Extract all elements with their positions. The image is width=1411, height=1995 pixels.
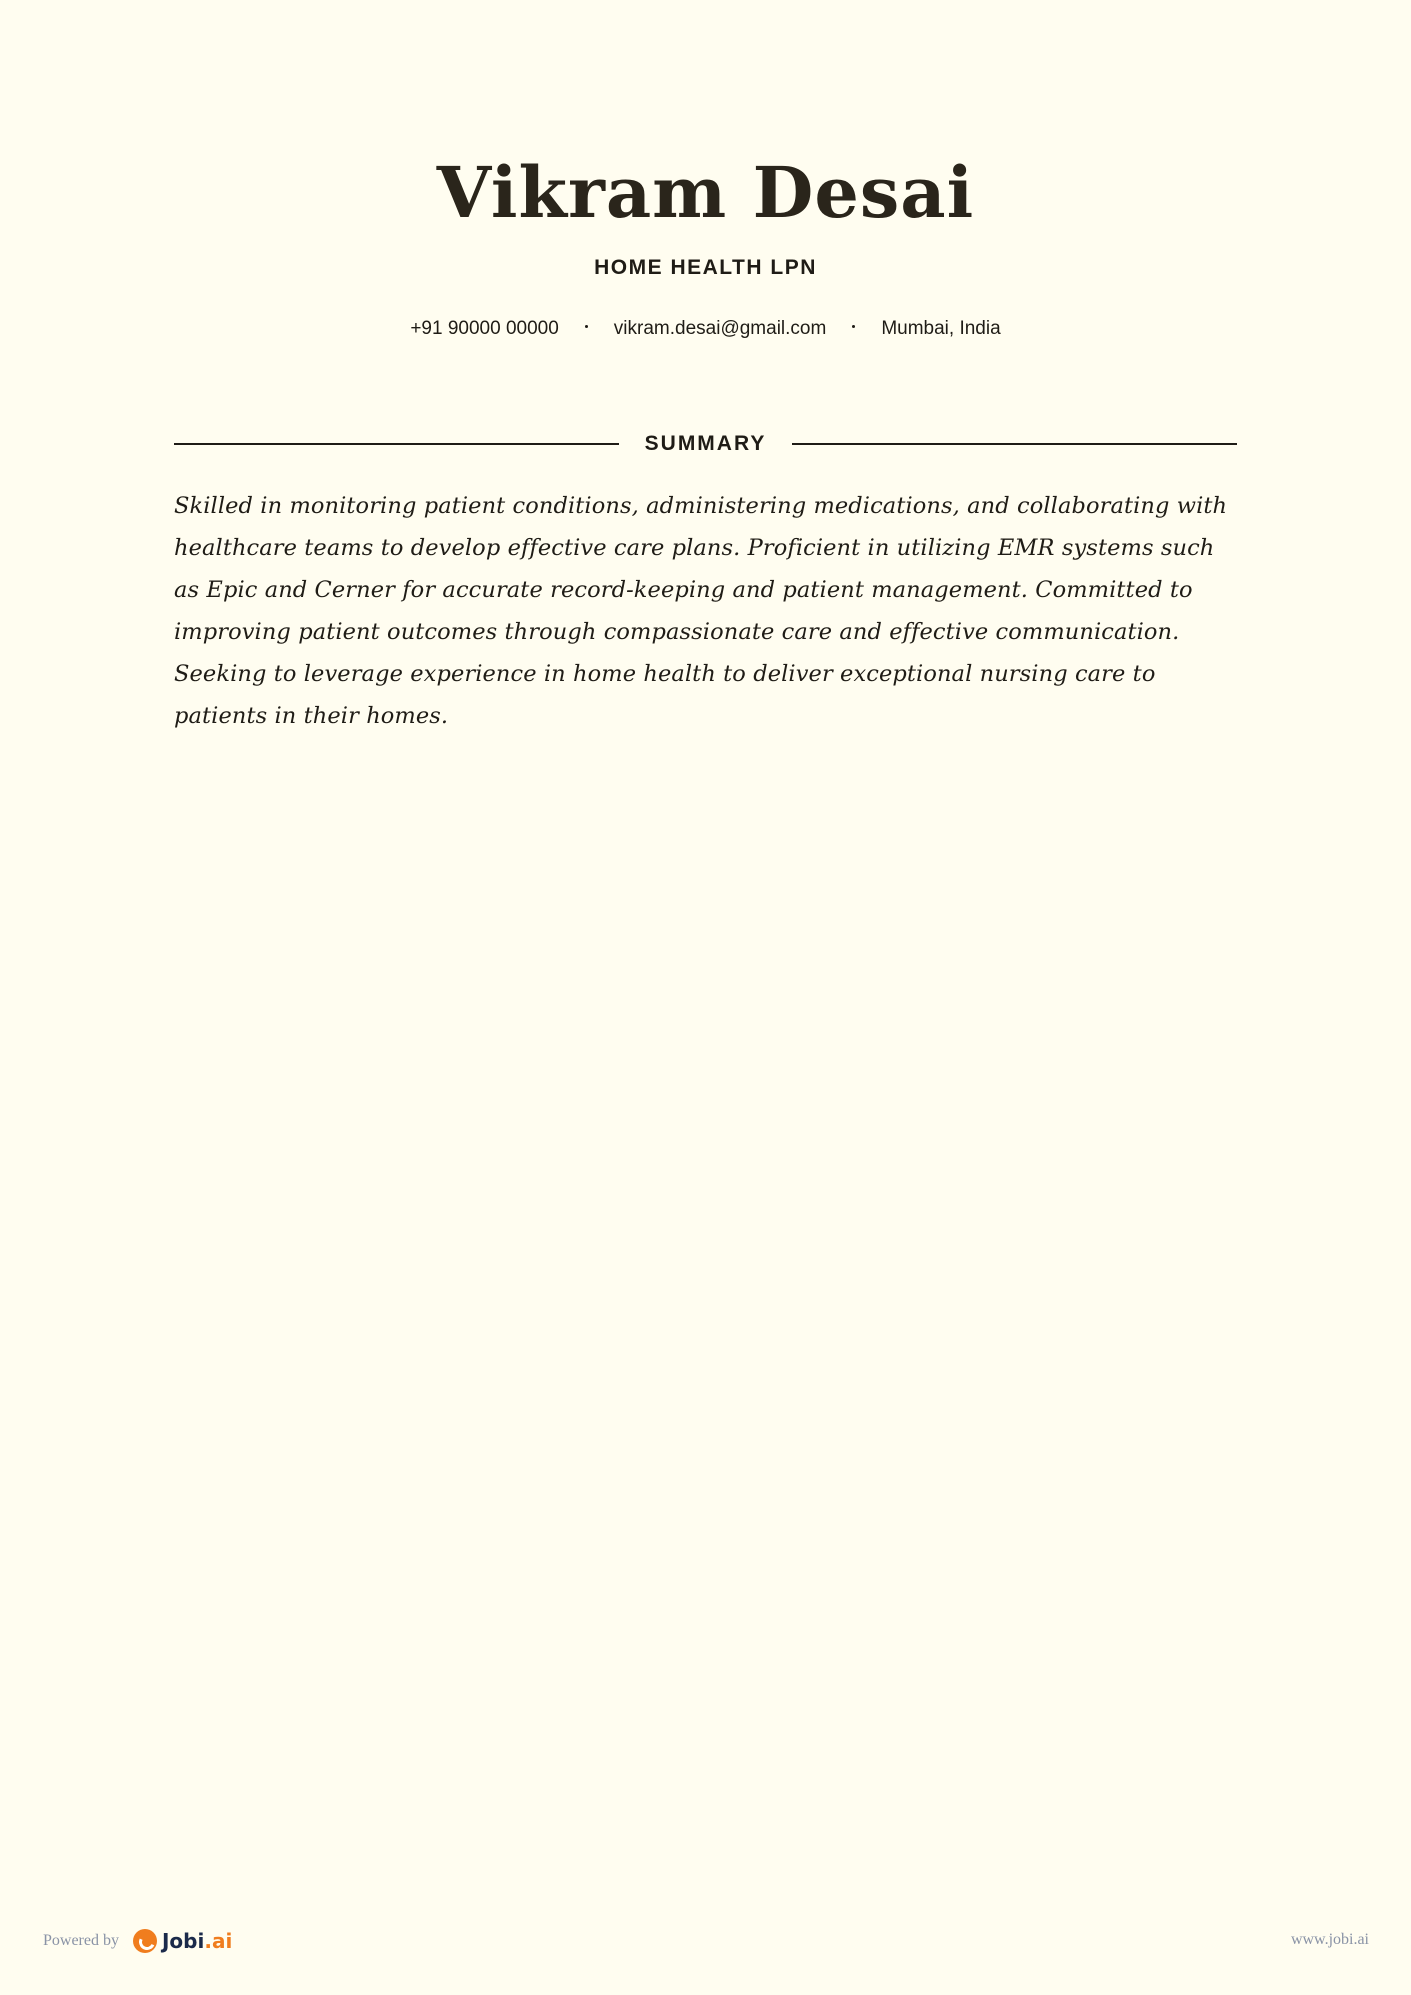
contact-location: Mumbai, India xyxy=(881,318,1001,339)
contact-separator-dot xyxy=(852,325,855,328)
job-title: HOME HEALTH LPN xyxy=(594,256,817,279)
footer-branding xyxy=(43,1929,232,1953)
summary-heading-label: SUMMARY xyxy=(644,432,767,455)
powered-by-label: Powered by xyxy=(43,1932,119,1949)
contact-phone[interactable]: +91 90000 00000 xyxy=(410,318,559,339)
candidate-name: Vikram Desai xyxy=(436,151,975,234)
jobi-logo-text[interactable] xyxy=(162,1929,232,1953)
contact-email[interactable]: vikram.desai@gmail.com xyxy=(613,318,827,339)
section-divider-right xyxy=(792,443,1237,445)
summary-text: Skilled in monitoring patient conditions, administering medications, and collaborating with healthcare teams to develop effective care plans. Proficient in utilizing EMR systems such as Epic and Cerner for accurate record-keeping and patient management. Committed to improving patient outcomes through compassionate care and effective communication. Seeking to leverage experience in home health to deliver exceptional nursing care to patients in their homes. xyxy=(174,493,1228,729)
logo-main-text: Jobi xyxy=(161,1929,205,1953)
footer-website-link[interactable]: www.jobi.ai xyxy=(1290,1931,1369,1948)
summary-section-heading xyxy=(174,432,1237,456)
logo-accent-text: .ai xyxy=(204,1929,233,1953)
section-divider-left xyxy=(174,443,619,445)
contact-separator-dot xyxy=(585,325,588,328)
contact-info xyxy=(0,318,1411,340)
jobi-logo-icon[interactable] xyxy=(133,1929,157,1953)
